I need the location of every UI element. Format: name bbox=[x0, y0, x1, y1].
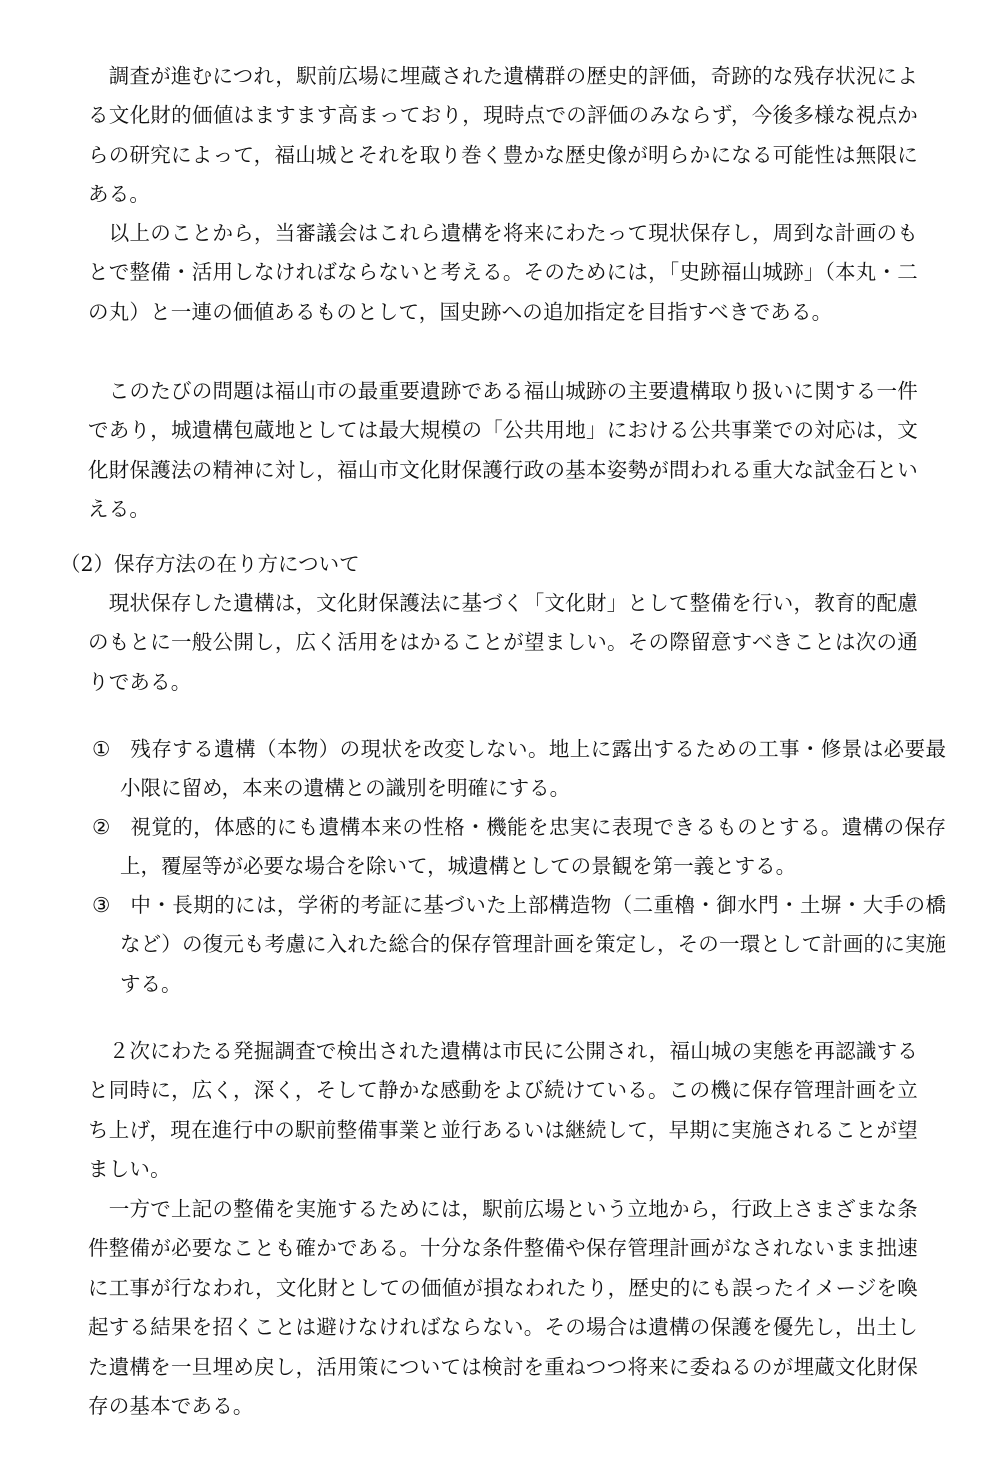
paragraph-public-works: このたびの問題は福山市の最重要遺跡である福山城跡の主要遺構取り扱いに関する一件であり，城遺構包蔵地としては最大規模の「公共用地」における公共事業での対応は，文化財保護法の精神に対し，福山市文化財保護行政の基本姿勢が問われる重大な試金石といえる。 bbox=[88, 379, 918, 522]
paragraph-conditions: 一方で上記の整備を実施するためには，駅前広場という立地から，行政上さまざまな条件整備が必要なことも確かである。十分な条件整備や保存管理計画がなされないまま拙速に工事が行なわれ，文化財としての価値が損なわれたり，歴史的にも誤ったイメージを喚起する結果を招くことは避けなければならない。その場合は遺構の保護を優先し，出土した遺構を一旦埋め戻し，活用策については検討を重ねつつ将来に委ねるのが埋蔵文化財保存の基本である。 bbox=[88, 1197, 918, 1419]
paragraph-preservation-decision: 以上のことから，当審議会はこれら遺構を将来にわたって現状保存し，周到な計画のもとで整備・活用しなければならないと考える。そのためには，「史跡福山城跡」（本丸・二の丸）と一連の価値あるものとして，国史跡への追加指定を目指すべきである。 bbox=[88, 221, 918, 324]
paragraph-evaluation: 調査が進むにつれ，駅前広場に埋蔵された遺構群の歴史的評価，奇跡的な残存状況による文化財的価値はますます高まっており，現時点での評価のみならず，今後多様な視点からの研究によって，福山城とそれを取り巻く豊かな歴史像が明らかになる可能性は無限にある。 bbox=[88, 64, 918, 207]
paragraph-public-display: ２次にわたる発掘調査で検出された遺構は市民に公開され，福山城の実態を再認識すると同時に，広く，深く，そして静かな感動をよび続けている。この機に保存管理計画を立ち上げ，現在進行中の駅前整備事業と並行あるいは継続して，早期に実施されることが望ましい。 bbox=[88, 1039, 918, 1182]
list-marker-1: ① bbox=[92, 737, 111, 761]
list-text-2: 視覚的，体感的にも遺構本来の性格・機能を忠実に表現できるものとする。遺構の保存上，覆屋等が必要な場合を除いて，城遺構としての景観を第一義とする。 bbox=[120, 815, 946, 879]
list-item-3 bbox=[92, 886, 946, 1004]
list-marker-2: ② bbox=[92, 815, 111, 839]
list-item-2 bbox=[92, 808, 946, 887]
paragraph-exhibition-policy: 現状保存した遺構は，文化財保護法に基づく「文化財」として整備を行い，教育的配慮のもとに一般公開し，広く活用をはかることが望ましい。その際留意すべきことは次の通りである。 bbox=[88, 591, 918, 694]
list-text-1: 残存する遺構（本物）の現状を改変しない。地上に露出するための工事・修景は必要最小限に留め，本来の遺構との識別を明確にする。 bbox=[120, 737, 946, 801]
list-text-3: 中・長期的には，学術的考証に基づいた上部構造物（二重櫓・御水門・土塀・大手の橋など）の復元も考慮に入れた総合的保存管理計画を策定し，その一環として計画的に実施する。 bbox=[120, 893, 946, 996]
section-heading: （2）保存方法の在り方について bbox=[60, 552, 360, 576]
list-marker-3: ③ bbox=[92, 893, 111, 917]
list-item-1 bbox=[92, 730, 946, 809]
